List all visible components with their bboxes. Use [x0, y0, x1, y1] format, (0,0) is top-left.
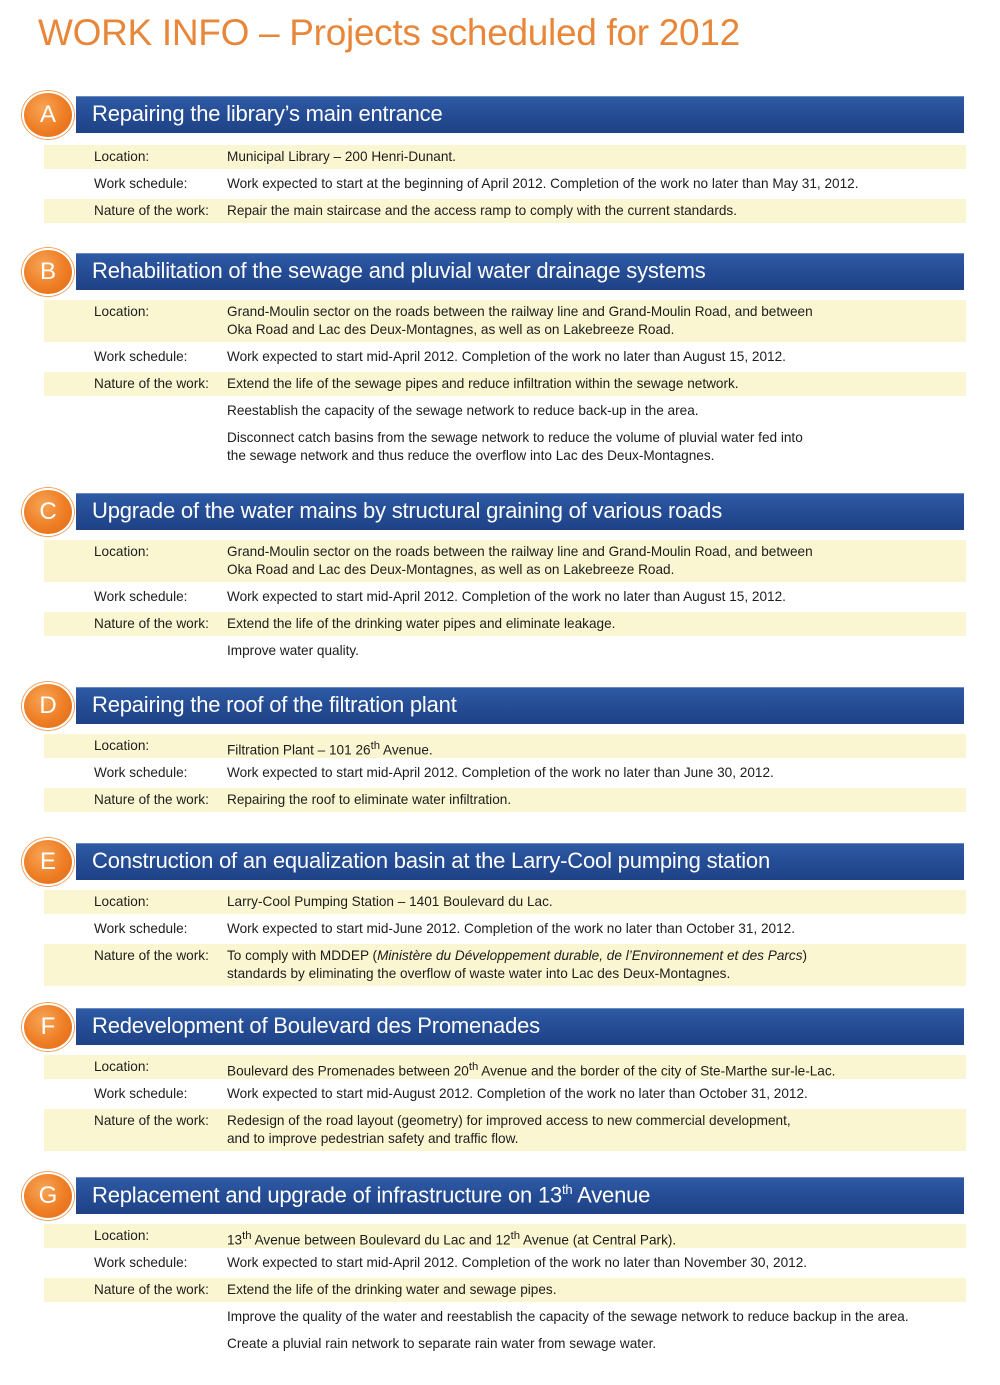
page-title: WORK INFO – Projects scheduled for 2012: [38, 12, 740, 53]
location-value: Larry-Cool Pumping Station – 1401 Boulevard du Lac.: [227, 894, 553, 909]
nature-row: [44, 1109, 966, 1151]
nature-value: Reestablish the capacity of the sewage network to reduce back-up in the area.: [227, 403, 699, 418]
nature-label: Nature of the work:: [94, 792, 209, 807]
nature-value-line1: Redesign of the road layout (geometry) for improved access to new commercial development,: [227, 1113, 791, 1128]
location-value-line2: Oka Road and Lac des Deux-Montagnes, as well as on Lakebreeze Road.: [227, 562, 675, 577]
schedule-row: [44, 172, 966, 196]
nature-row-extra: [44, 426, 966, 468]
section-letter-badge: F: [22, 1003, 74, 1051]
schedule-value: Work expected to start mid-April 2012. Completion of the work no later than August 15, 2012.: [227, 349, 786, 364]
section-letter-badge: A: [22, 91, 74, 139]
schedule-value: Work expected to start mid-June 2012. Completion of the work no later than October 31, 2012.: [227, 921, 795, 936]
section-title: Redevelopment of Boulevard des Promenades: [92, 1013, 540, 1038]
section-letter-badge: G: [22, 1172, 74, 1220]
section-title: Construction of an equalization basin at the Larry-Cool pumping station: [92, 848, 770, 873]
nature-value: Repair the main staircase and the access ramp to comply with the current standards.: [227, 203, 738, 218]
location-row: [44, 734, 966, 758]
section-title: Replacement and upgrade of infrastructure on 13th Avenue: [92, 1182, 651, 1208]
location-value: 13th Avenue between Boulevard du Lac and 12th Avenue (at Central Park).: [227, 1230, 677, 1248]
location-row: [44, 145, 966, 169]
location-value: Municipal Library – 200 Henri-Dunant.: [227, 149, 456, 164]
section-banner: [76, 687, 964, 724]
schedule-row: [44, 345, 966, 369]
nature-row-extra: [44, 399, 966, 423]
schedule-value: Work expected to start mid-April 2012. Completion of the work no later than August 15, 2012.: [227, 589, 786, 604]
nature-row-extra: [44, 1332, 966, 1356]
schedule-label: Work schedule:: [94, 1255, 188, 1270]
location-label: Location:: [94, 149, 150, 164]
section-banner: [76, 1177, 964, 1214]
section-title: Upgrade of the water mains by structural graining of various roads: [92, 498, 723, 523]
schedule-row: [44, 917, 966, 941]
section-title: Repairing the library’s main entrance: [92, 101, 443, 126]
nature-value: Improve the quality of the water and reestablish the capacity of the sewage network to reduce backup in the area.: [227, 1309, 909, 1324]
schedule-label: Work schedule:: [94, 921, 188, 936]
location-label: Location:: [94, 894, 150, 909]
location-row: [44, 1055, 966, 1079]
section-banner: [76, 1008, 964, 1045]
nature-row: [44, 788, 966, 812]
nature-value-line2: standards by eliminating the overflow of waste water into Lac des Deux-Montagnes.: [227, 966, 731, 981]
nature-value-line2: and to improve pedestrian safety and traffic flow.: [227, 1131, 519, 1146]
nature-row: [44, 1278, 966, 1302]
schedule-row: [44, 585, 966, 609]
nature-value: Repairing the roof to eliminate water infiltration.: [227, 792, 512, 807]
nature-row: [44, 199, 966, 223]
location-label: Location:: [94, 738, 150, 753]
location-row: [44, 540, 966, 582]
schedule-label: Work schedule:: [94, 349, 188, 364]
section-title: Repairing the roof of the filtration plant: [92, 692, 457, 717]
location-value-line2: Oka Road and Lac des Deux-Montagnes, as well as on Lakebreeze Road.: [227, 322, 675, 337]
nature-value: Improve water quality.: [227, 643, 359, 658]
nature-row: [44, 944, 966, 986]
schedule-value: Work expected to start mid-August 2012. Completion of the work no later than October 31, 2012.: [227, 1086, 808, 1101]
nature-label: Nature of the work:: [94, 376, 209, 391]
nature-value-line2: the sewage network and thus reduce the overflow into Lac des Deux-Montagnes.: [227, 448, 715, 463]
nature-row-extra: [44, 1305, 966, 1329]
nature-value-line1: To comply with MDDEP (Ministère du Développement durable, de l’Environnement et des Parcs): [227, 948, 808, 963]
nature-value: Create a pluvial rain network to separate rain water from sewage water.: [227, 1336, 657, 1351]
schedule-row: [44, 761, 966, 785]
section-banner: [76, 493, 964, 530]
section-letter-badge: E: [22, 838, 74, 886]
section-banner: [76, 253, 964, 290]
location-value: Filtration Plant – 101 26th Avenue.: [227, 740, 433, 758]
nature-label: Nature of the work:: [94, 616, 209, 631]
nature-label: Nature of the work:: [94, 948, 209, 963]
nature-row-extra: [44, 639, 966, 663]
schedule-label: Work schedule:: [94, 1086, 188, 1101]
schedule-row: [44, 1251, 966, 1275]
location-label: Location:: [94, 304, 150, 319]
nature-value: Extend the life of the sewage pipes and reduce infiltration within the sewage network.: [227, 376, 739, 391]
location-label: Location:: [94, 544, 150, 559]
location-row: [44, 300, 966, 342]
nature-value: Extend the life of the drinking water pipes and eliminate leakage.: [227, 616, 616, 631]
schedule-label: Work schedule:: [94, 765, 188, 780]
location-label: Location:: [94, 1059, 150, 1074]
section-letter-badge: B: [22, 248, 74, 296]
location-row: [44, 1224, 966, 1248]
schedule-value: Work expected to start mid-April 2012. Completion of the work no later than June 30, 2012.: [227, 765, 774, 780]
section-letter-badge: D: [22, 682, 74, 730]
nature-label: Nature of the work:: [94, 1282, 209, 1297]
location-value-line1: Grand-Moulin sector on the roads between the railway line and Grand-Moulin Road, and between: [227, 544, 813, 559]
location-value-line1: Grand-Moulin sector on the roads between the railway line and Grand-Moulin Road, and between: [227, 304, 813, 319]
location-value: Boulevard des Promenades between 20th Avenue and the border of the city of Ste-Marthe sur-le-Lac.: [227, 1061, 836, 1079]
schedule-label: Work schedule:: [94, 176, 188, 191]
section-letter-badge: C: [22, 488, 74, 536]
schedule-value: Work expected to start at the beginning of April 2012. Completion of the work no later than May 31, 2012.: [227, 176, 859, 191]
section-banner: [76, 96, 964, 133]
nature-label: Nature of the work:: [94, 1113, 209, 1128]
schedule-label: Work schedule:: [94, 589, 188, 604]
nature-row: [44, 612, 966, 636]
nature-value: Extend the life of the drinking water and sewage pipes.: [227, 1282, 557, 1297]
section-banner: [76, 843, 964, 880]
nature-value-line1: Disconnect catch basins from the sewage network to reduce the volume of pluvial water fed into: [227, 430, 803, 445]
schedule-value: Work expected to start mid-April 2012. Completion of the work no later than November 30, 2012.: [227, 1255, 808, 1270]
nature-label: Nature of the work:: [94, 203, 209, 218]
section-title: Rehabilitation of the sewage and pluvial water drainage systems: [92, 258, 706, 283]
schedule-row: [44, 1082, 966, 1106]
nature-row: [44, 372, 966, 396]
location-row: [44, 890, 966, 914]
location-label: Location:: [94, 1228, 150, 1243]
